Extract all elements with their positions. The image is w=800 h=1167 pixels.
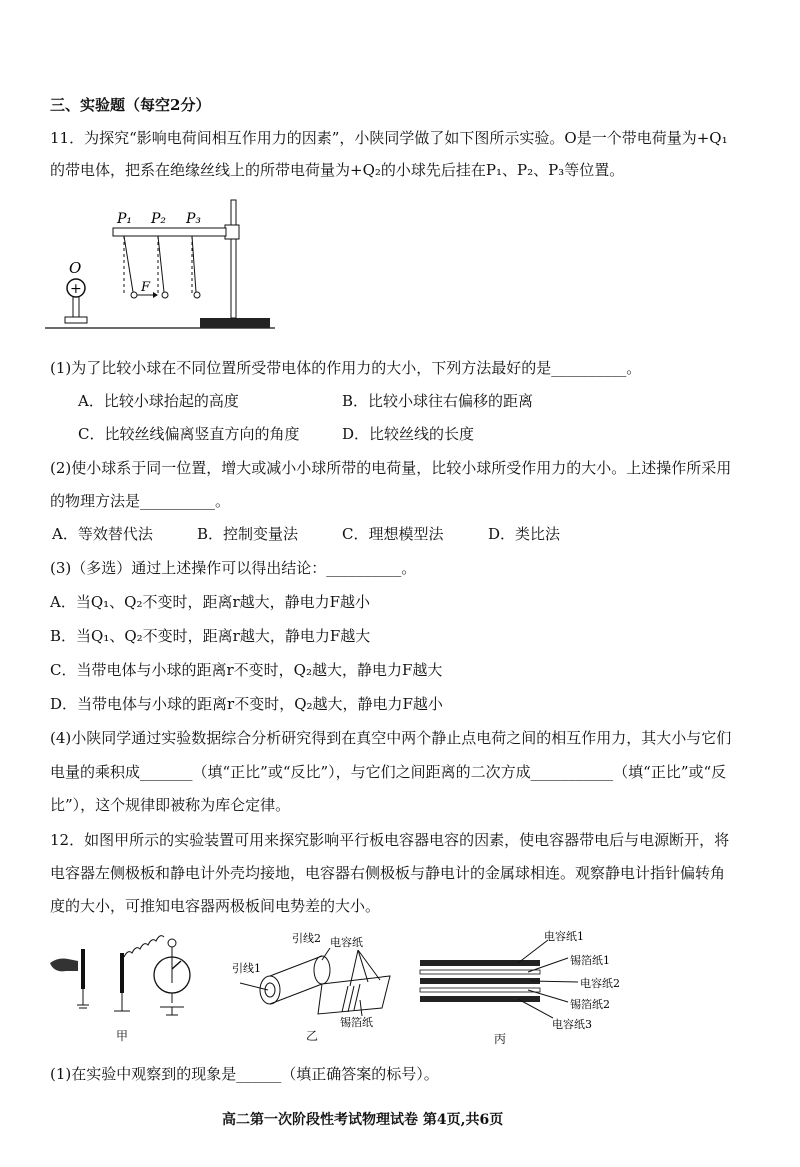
label-cap-paper-2: 电容纸2 <box>580 977 620 990</box>
unrolled-sheets <box>318 950 390 1016</box>
force-arrow <box>137 280 158 298</box>
q11-part2-option-d: D．类比法 <box>488 525 561 543</box>
q11-apparatus-figure <box>45 195 305 335</box>
label-cap-paper: 电容纸 <box>330 936 363 949</box>
metal-ball <box>168 939 176 947</box>
q11-part4-line2: 电量的乘积成_______（填“正比”或“反比”），与它们之间距离的二次方成___________（填“正比”或“反 <box>50 763 727 781</box>
label-cap-paper-1: 电容纸1 <box>544 930 584 943</box>
q11-part2-option-c: C．理想模型法 <box>342 525 444 543</box>
pendulum-p1 <box>124 236 137 298</box>
q11-part4-line3: 比”），这个规律即被称为库仑定律。 <box>50 796 291 814</box>
pendulum-p3 <box>192 236 200 298</box>
q11-part1-option-d: D．比较丝线的长度 <box>342 425 475 443</box>
label-p1: P₁ <box>117 211 133 227</box>
q11-part2-option-b: B．控制变量法 <box>197 525 299 543</box>
charged-body-o <box>65 259 87 323</box>
figure-jia <box>48 935 198 1020</box>
pendulum-p2 <box>158 236 168 298</box>
label-p2: P₂ <box>151 211 167 227</box>
label-foil: 锡箔纸 <box>340 1016 373 1028</box>
q11-part1-option-a: A．比较小球抬起的高度 <box>78 392 239 410</box>
label-plus: + <box>70 281 82 297</box>
section-title: 三、实验题（每空2分） <box>50 96 211 114</box>
label-lead2: 引线2 <box>292 932 321 945</box>
foil-1-layer <box>420 970 540 974</box>
q11-part1-question: (1)为了比较小球在不同位置所受带电体的作用力的大小，下列方法最好的是__________。 <box>50 359 642 377</box>
label-foil-1: 锡箔纸1 <box>570 954 610 967</box>
label-f: F <box>141 280 151 295</box>
caption-bing: 丙 <box>494 1032 507 1046</box>
q11-part2-question-line1: (2)使小球系于同一位置，增大或减小小球所带的电荷量，比较小球所受作用力的大小。上述操作所采用 <box>50 459 732 477</box>
q12-part1-question: (1)在实验中观察到的现象是______（填正确答案的标号）。 <box>50 1065 439 1083</box>
q11-part1-option-b: B．比较小球往右偏移的距离 <box>342 392 534 410</box>
q11-part1-option-c: C．比较丝线偏离竖直方向的角度 <box>78 425 300 443</box>
q11-part2-option-a: A．等效替代法 <box>52 525 153 543</box>
connecting-wire <box>124 936 164 957</box>
label-cap-paper-3: 电容纸3 <box>552 1018 592 1030</box>
label-o: O <box>69 259 82 277</box>
q11-part3-option-a: A．当Q₁、Q₂不变时，距离r越大，静电力F越小 <box>50 593 371 611</box>
q11-part3-question: (3)（多选）通过上述操作可以得出结论：__________。 <box>50 559 417 577</box>
figure-bing <box>418 930 668 1030</box>
label-foil-2: 锡箔纸2 <box>570 998 610 1011</box>
cap-paper-2-layer <box>420 978 540 984</box>
rolled-capacitor <box>260 956 330 1004</box>
q11-part3-option-d: D．当带电体与小球的距离r不变时，Q₂越大，静电力F越小 <box>50 695 443 713</box>
q12-line3: 度的大小，可推知电容器两极板间电势差的大小。 <box>50 897 381 915</box>
right-plate <box>120 953 124 993</box>
label-lead1: 引线1 <box>232 962 261 975</box>
q11-stem-line1: 11．为探究“影响电荷间相互作用力的因素”，小陕同学做了如下图所示实验。O是一个带电荷量为+Q₁ <box>50 129 728 147</box>
q11-stem-line2: 的带电体，把系在绝缘丝线上的所带电荷量为+Q₂的小球先后挂在P₁、P₂、P₃等位置。 <box>50 161 625 179</box>
figure-yi <box>230 928 410 1028</box>
caption-yi: 乙 <box>306 1029 319 1043</box>
q11-part3-option-b: B．当Q₁、Q₂不变时，距离r越大，静电力F越大 <box>50 627 371 645</box>
page-footer: 高二第一次阶段性考试物理试卷 第4页,共6页 <box>222 1112 504 1128</box>
left-plate <box>81 949 85 989</box>
q12-line1: 12．如图甲所示的实验装置可用来探究影响平行板电容器电容的因素，使电容器带电后与电源断开，将 <box>50 831 730 849</box>
hand-icon <box>50 959 78 972</box>
foil-2-layer <box>420 988 540 992</box>
q11-part4-line1: (4)小陕同学通过实验数据综合分析研究得到在真空中两个静止点电荷之间的相互作用力，其大小与它们 <box>50 729 732 747</box>
q12-line2: 电容器左侧极板和静电计外壳均接地，电容器右侧极板与静电计的金属球相连。观察静电计指针偏转角 <box>50 864 726 882</box>
label-p3: P₃ <box>186 211 202 227</box>
q11-part3-option-c: C．当带电体与小球的距离r不变时，Q₂越大，静电力F越大 <box>50 661 443 679</box>
cap-paper-1-layer <box>420 960 540 966</box>
caption-jia: 甲 <box>116 1029 129 1043</box>
q11-part2-question-line2: 的物理方法是__________。 <box>50 492 231 510</box>
